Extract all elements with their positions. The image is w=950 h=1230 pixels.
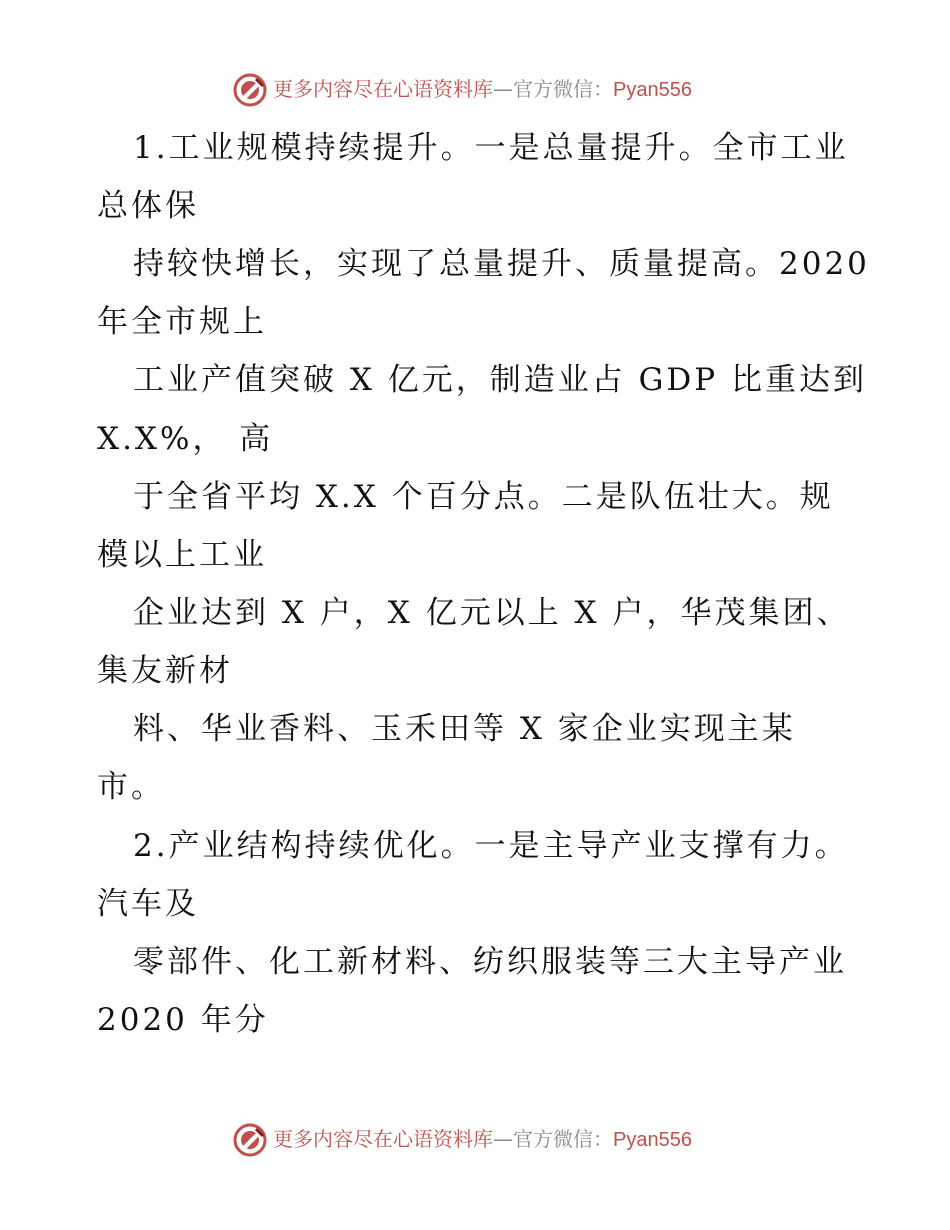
watermark-text — [273, 1127, 692, 1152]
watermark-official-text: 官方微信： — [513, 77, 613, 101]
body-line: 于全省平均 X.X 个百分点。二是队伍壮大。规 — [133, 479, 834, 515]
seal-logo-icon — [232, 1122, 268, 1158]
body-line: 料、华业香料、玉禾田等 X 家企业实现主某 — [133, 711, 796, 747]
watermark-dash: — — [493, 77, 513, 101]
body-line: 工业产值突破 X 亿元，制造业占 GDP 比重达到 — [133, 362, 867, 398]
watermark-handle: Pyan556 — [613, 1129, 692, 1151]
watermark-main-text: 更多内容尽在心语资料库 — [273, 77, 493, 101]
watermark-handle: Pyan556 — [613, 79, 692, 101]
body-line: 集友新材 — [97, 653, 233, 689]
body-line: 模以上工业 — [97, 537, 267, 573]
body-line: 企业达到 X 户，X 亿元以上 X 户，华茂集团、 — [133, 595, 851, 631]
body-line: 持较快增长，实现了总量提升、质量提高。2020 — [133, 246, 870, 282]
body-line: 零部件、化工新材料、纺织服装等三大主导产业 — [133, 944, 847, 980]
watermark-official-text: 官方微信： — [513, 1127, 613, 1151]
footer-watermark — [0, 1120, 950, 1160]
body-line: 总体保 — [97, 188, 199, 224]
body-line: X.X%， 高 — [97, 421, 274, 457]
watermark-dash: — — [493, 1127, 513, 1151]
body-line: 2020 年分 — [97, 1002, 269, 1038]
watermark-main-text: 更多内容尽在心语资料库 — [273, 1127, 493, 1151]
body-line: 2.产业结构持续优化。一是主导产业支撑有力。 — [133, 828, 849, 864]
body-line: 年全市规上 — [97, 304, 267, 340]
body-line: 1.工业规模持续提升。一是总量提升。全市工业 — [133, 130, 849, 166]
body-line: 汽车及 — [97, 886, 199, 922]
body-line: 市。 — [97, 769, 165, 805]
